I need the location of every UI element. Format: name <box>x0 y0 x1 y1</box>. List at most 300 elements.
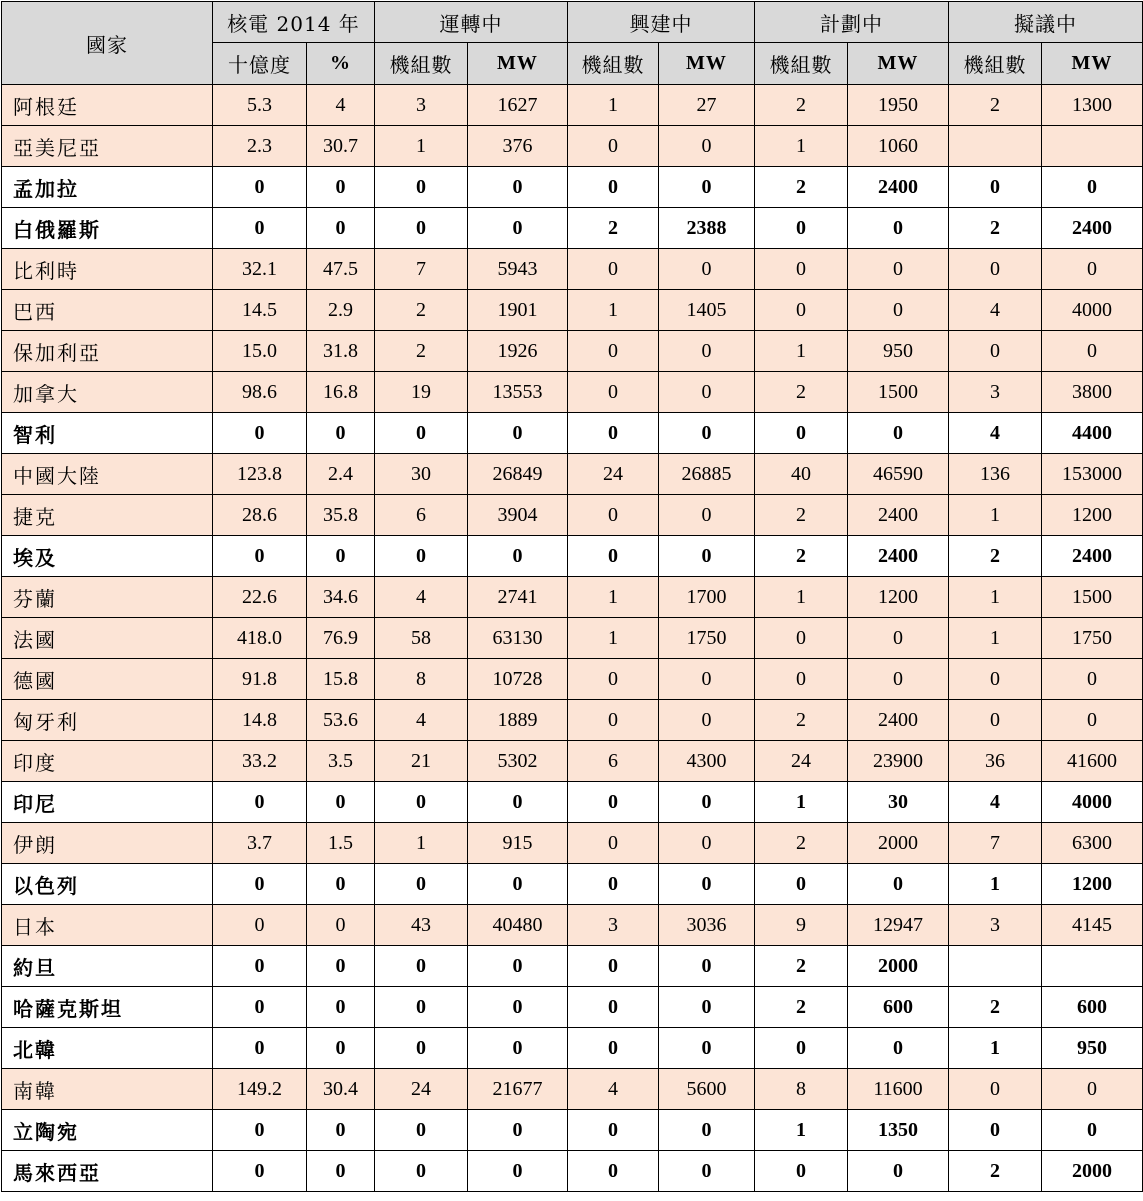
twh-cell: 418.0 <box>213 618 307 659</box>
twh-cell: 0 <box>213 1151 307 1192</box>
subheader-construction-mw: MW <box>659 43 755 85</box>
table-row <box>2 1151 1143 1192</box>
subheader-planned-mw: MW <box>848 43 949 85</box>
construction-mw-cell: 0 <box>659 331 755 372</box>
proposed-mw-cell: 0 <box>1042 659 1143 700</box>
percent-cell: 1.5 <box>307 823 375 864</box>
planned-units-cell: 0 <box>755 618 848 659</box>
proposed-mw-cell: 0 <box>1042 249 1143 290</box>
subheader-planned-units: 機組數 <box>755 43 848 85</box>
planned-units-cell: 0 <box>755 208 848 249</box>
construction-mw-cell: 0 <box>659 946 755 987</box>
twh-cell: 0 <box>213 1028 307 1069</box>
construction-units-cell: 1 <box>568 85 659 126</box>
construction-mw-cell: 0 <box>659 372 755 413</box>
construction-mw-cell: 0 <box>659 495 755 536</box>
subheader-twh: 十億度 <box>213 43 307 85</box>
twh-cell: 33.2 <box>213 741 307 782</box>
construction-mw-cell: 26885 <box>659 454 755 495</box>
proposed-mw-cell: 1300 <box>1042 85 1143 126</box>
country-cell: 日本 <box>2 905 213 946</box>
under-construction-header: 興建中 <box>568 2 755 43</box>
construction-units-cell: 0 <box>568 249 659 290</box>
country-cell: 伊朗 <box>2 823 213 864</box>
operating-units-cell: 0 <box>375 167 468 208</box>
construction-mw-cell: 4300 <box>659 741 755 782</box>
planned-mw-cell: 0 <box>848 618 949 659</box>
percent-cell: 0 <box>307 905 375 946</box>
operating-mw-cell: 915 <box>468 823 568 864</box>
twh-cell: 0 <box>213 905 307 946</box>
operating-mw-cell: 3904 <box>468 495 568 536</box>
construction-units-cell: 0 <box>568 782 659 823</box>
planned-mw-cell: 950 <box>848 331 949 372</box>
proposed-mw-cell: 0 <box>1042 167 1143 208</box>
country-cell: 芬蘭 <box>2 577 213 618</box>
operating-units-cell: 21 <box>375 741 468 782</box>
operating-mw-cell: 1889 <box>468 700 568 741</box>
percent-cell: 16.8 <box>307 372 375 413</box>
construction-mw-cell: 0 <box>659 536 755 577</box>
operating-units-cell: 1 <box>375 823 468 864</box>
country-cell: 埃及 <box>2 536 213 577</box>
operating-units-cell: 2 <box>375 331 468 372</box>
planned-mw-cell: 1200 <box>848 577 949 618</box>
operating-mw-cell: 26849 <box>468 454 568 495</box>
country-cell: 保加利亞 <box>2 331 213 372</box>
operating-units-cell: 4 <box>375 577 468 618</box>
planned-units-cell: 1 <box>755 577 848 618</box>
proposed-mw-cell: 0 <box>1042 1110 1143 1151</box>
planned-units-cell: 0 <box>755 1028 848 1069</box>
twh-cell: 22.6 <box>213 577 307 618</box>
construction-units-cell: 1 <box>568 618 659 659</box>
twh-cell: 5.3 <box>213 85 307 126</box>
proposed-mw-cell: 1200 <box>1042 864 1143 905</box>
proposed-mw-cell: 3800 <box>1042 372 1143 413</box>
planned-units-cell: 0 <box>755 864 848 905</box>
planned-mw-cell: 46590 <box>848 454 949 495</box>
table-body <box>2 85 1143 1192</box>
country-cell: 馬來西亞 <box>2 1151 213 1192</box>
planned-units-cell: 2 <box>755 536 848 577</box>
construction-units-cell: 3 <box>568 905 659 946</box>
proposed-mw-cell <box>1042 126 1143 167</box>
planned-mw-cell: 1060 <box>848 126 949 167</box>
proposed-mw-cell: 1200 <box>1042 495 1143 536</box>
operating-units-cell: 4 <box>375 700 468 741</box>
operating-header: 運轉中 <box>375 2 568 43</box>
proposed-units-cell: 0 <box>949 1069 1042 1110</box>
proposed-units-cell: 2 <box>949 536 1042 577</box>
table-row <box>2 249 1143 290</box>
twh-cell: 28.6 <box>213 495 307 536</box>
construction-mw-cell: 0 <box>659 864 755 905</box>
operating-mw-cell: 0 <box>468 1151 568 1192</box>
construction-units-cell: 24 <box>568 454 659 495</box>
table-row <box>2 700 1143 741</box>
country-cell: 中國大陸 <box>2 454 213 495</box>
twh-cell: 91.8 <box>213 659 307 700</box>
planned-mw-cell: 2400 <box>848 536 949 577</box>
construction-mw-cell: 1405 <box>659 290 755 331</box>
proposed-mw-cell: 950 <box>1042 1028 1143 1069</box>
proposed-units-cell: 0 <box>949 249 1042 290</box>
planned-units-cell: 40 <box>755 454 848 495</box>
planned-mw-cell: 2000 <box>848 946 949 987</box>
proposed-units-cell: 2 <box>949 1151 1042 1192</box>
proposed-header: 擬議中 <box>949 2 1143 43</box>
operating-units-cell: 0 <box>375 536 468 577</box>
country-cell: 孟加拉 <box>2 167 213 208</box>
operating-units-cell: 24 <box>375 1069 468 1110</box>
proposed-units-cell: 3 <box>949 905 1042 946</box>
planned-units-cell: 2 <box>755 946 848 987</box>
construction-mw-cell: 0 <box>659 659 755 700</box>
operating-mw-cell: 1901 <box>468 290 568 331</box>
construction-mw-cell: 0 <box>659 413 755 454</box>
operating-mw-cell: 5943 <box>468 249 568 290</box>
country-cell: 德國 <box>2 659 213 700</box>
construction-mw-cell: 5600 <box>659 1069 755 1110</box>
proposed-units-cell: 4 <box>949 290 1042 331</box>
planned-mw-cell: 1350 <box>848 1110 949 1151</box>
operating-mw-cell: 5302 <box>468 741 568 782</box>
construction-units-cell: 0 <box>568 372 659 413</box>
proposed-units-cell: 2 <box>949 85 1042 126</box>
operating-units-cell: 0 <box>375 782 468 823</box>
percent-cell: 15.8 <box>307 659 375 700</box>
country-cell: 法國 <box>2 618 213 659</box>
construction-units-cell: 0 <box>568 659 659 700</box>
percent-cell: 53.6 <box>307 700 375 741</box>
country-cell: 加拿大 <box>2 372 213 413</box>
country-cell: 以色列 <box>2 864 213 905</box>
proposed-mw-cell: 4400 <box>1042 413 1143 454</box>
twh-cell: 149.2 <box>213 1069 307 1110</box>
proposed-mw-cell: 2400 <box>1042 536 1143 577</box>
proposed-mw-cell: 2400 <box>1042 208 1143 249</box>
operating-mw-cell: 0 <box>468 208 568 249</box>
construction-units-cell: 0 <box>568 1028 659 1069</box>
construction-mw-cell: 0 <box>659 987 755 1028</box>
table-row <box>2 413 1143 454</box>
percent-cell: 0 <box>307 864 375 905</box>
planned-mw-cell: 2400 <box>848 167 949 208</box>
construction-mw-cell: 1700 <box>659 577 755 618</box>
table-row <box>2 126 1143 167</box>
proposed-units-cell: 1 <box>949 577 1042 618</box>
table-row <box>2 536 1143 577</box>
operating-units-cell: 0 <box>375 1151 468 1192</box>
construction-units-cell: 0 <box>568 864 659 905</box>
planned-header: 計劃中 <box>755 2 949 43</box>
construction-units-cell: 0 <box>568 495 659 536</box>
percent-cell: 0 <box>307 946 375 987</box>
operating-units-cell: 19 <box>375 372 468 413</box>
country-cell: 阿根廷 <box>2 85 213 126</box>
planned-units-cell: 0 <box>755 659 848 700</box>
twh-cell: 0 <box>213 208 307 249</box>
operating-mw-cell: 2741 <box>468 577 568 618</box>
proposed-units-cell: 0 <box>949 331 1042 372</box>
construction-units-cell: 6 <box>568 741 659 782</box>
operating-mw-cell: 0 <box>468 946 568 987</box>
planned-units-cell: 8 <box>755 1069 848 1110</box>
table-row <box>2 946 1143 987</box>
twh-cell: 123.8 <box>213 454 307 495</box>
country-cell: 立陶宛 <box>2 1110 213 1151</box>
operating-mw-cell: 0 <box>468 1028 568 1069</box>
percent-cell: 0 <box>307 413 375 454</box>
planned-mw-cell: 2000 <box>848 823 949 864</box>
proposed-mw-cell: 0 <box>1042 700 1143 741</box>
operating-mw-cell: 10728 <box>468 659 568 700</box>
percent-cell: 0 <box>307 1110 375 1151</box>
twh-cell: 0 <box>213 536 307 577</box>
twh-cell: 3.7 <box>213 823 307 864</box>
planned-mw-cell: 12947 <box>848 905 949 946</box>
planned-mw-cell: 0 <box>848 864 949 905</box>
planned-units-cell: 2 <box>755 823 848 864</box>
construction-mw-cell: 3036 <box>659 905 755 946</box>
proposed-units-cell: 2 <box>949 987 1042 1028</box>
planned-units-cell: 1 <box>755 1110 848 1151</box>
planned-mw-cell: 23900 <box>848 741 949 782</box>
construction-mw-cell: 0 <box>659 700 755 741</box>
table-row <box>2 85 1143 126</box>
construction-units-cell: 0 <box>568 823 659 864</box>
construction-mw-cell: 0 <box>659 1151 755 1192</box>
proposed-mw-cell: 4000 <box>1042 782 1143 823</box>
table-row <box>2 167 1143 208</box>
proposed-units-cell: 0 <box>949 167 1042 208</box>
twh-cell: 0 <box>213 1110 307 1151</box>
proposed-units-cell: 1 <box>949 864 1042 905</box>
percent-cell: 0 <box>307 167 375 208</box>
twh-cell: 98.6 <box>213 372 307 413</box>
table-row <box>2 208 1143 249</box>
construction-units-cell: 2 <box>568 208 659 249</box>
twh-cell: 15.0 <box>213 331 307 372</box>
construction-mw-cell: 27 <box>659 85 755 126</box>
twh-cell: 32.1 <box>213 249 307 290</box>
operating-mw-cell: 376 <box>468 126 568 167</box>
country-cell: 智利 <box>2 413 213 454</box>
proposed-mw-cell: 1500 <box>1042 577 1143 618</box>
subheader-operating-mw: MW <box>468 43 568 85</box>
table-row <box>2 618 1143 659</box>
proposed-units-cell <box>949 126 1042 167</box>
operating-mw-cell: 1627 <box>468 85 568 126</box>
construction-mw-cell: 0 <box>659 823 755 864</box>
operating-mw-cell: 21677 <box>468 1069 568 1110</box>
proposed-units-cell: 0 <box>949 700 1042 741</box>
percent-cell: 2.9 <box>307 290 375 331</box>
operating-mw-cell: 1926 <box>468 331 568 372</box>
planned-units-cell: 0 <box>755 1151 848 1192</box>
construction-units-cell: 0 <box>568 331 659 372</box>
operating-units-cell: 58 <box>375 618 468 659</box>
operating-mw-cell: 0 <box>468 987 568 1028</box>
planned-units-cell: 9 <box>755 905 848 946</box>
table-row <box>2 1028 1143 1069</box>
construction-units-cell: 0 <box>568 1151 659 1192</box>
planned-units-cell: 2 <box>755 700 848 741</box>
table-row <box>2 1069 1143 1110</box>
subheader-operating-units: 機組數 <box>375 43 468 85</box>
planned-mw-cell: 600 <box>848 987 949 1028</box>
twh-cell: 0 <box>213 987 307 1028</box>
construction-units-cell: 0 <box>568 536 659 577</box>
percent-cell: 76.9 <box>307 618 375 659</box>
operating-units-cell: 1 <box>375 126 468 167</box>
table-header <box>2 2 1143 85</box>
planned-units-cell: 0 <box>755 413 848 454</box>
table-row <box>2 577 1143 618</box>
generation-2014-header: 核電 2014 年 <box>213 2 375 43</box>
percent-cell: 0 <box>307 536 375 577</box>
operating-units-cell: 0 <box>375 1028 468 1069</box>
table-row <box>2 1110 1143 1151</box>
percent-cell: 0 <box>307 208 375 249</box>
twh-cell: 2.3 <box>213 126 307 167</box>
construction-units-cell: 0 <box>568 413 659 454</box>
construction-units-cell: 0 <box>568 946 659 987</box>
construction-units-cell: 4 <box>568 1069 659 1110</box>
percent-cell: 3.5 <box>307 741 375 782</box>
construction-mw-cell: 0 <box>659 167 755 208</box>
proposed-units-cell: 7 <box>949 823 1042 864</box>
construction-mw-cell: 2388 <box>659 208 755 249</box>
table-row <box>2 741 1143 782</box>
table-row <box>2 864 1143 905</box>
construction-mw-cell: 0 <box>659 1110 755 1151</box>
operating-units-cell: 6 <box>375 495 468 536</box>
operating-units-cell: 0 <box>375 864 468 905</box>
percent-cell: 47.5 <box>307 249 375 290</box>
operating-mw-cell: 40480 <box>468 905 568 946</box>
operating-units-cell: 7 <box>375 249 468 290</box>
construction-mw-cell: 0 <box>659 126 755 167</box>
construction-units-cell: 0 <box>568 126 659 167</box>
operating-units-cell: 0 <box>375 208 468 249</box>
construction-units-cell: 0 <box>568 1110 659 1151</box>
construction-units-cell: 1 <box>568 577 659 618</box>
construction-units-cell: 0 <box>568 167 659 208</box>
proposed-mw-cell: 4000 <box>1042 290 1143 331</box>
twh-cell: 14.8 <box>213 700 307 741</box>
proposed-units-cell: 36 <box>949 741 1042 782</box>
proposed-units-cell <box>949 946 1042 987</box>
twh-cell: 0 <box>213 413 307 454</box>
proposed-units-cell: 1 <box>949 495 1042 536</box>
table-row <box>2 331 1143 372</box>
planned-mw-cell: 2400 <box>848 495 949 536</box>
country-column-header: 國家 <box>2 2 213 85</box>
operating-units-cell: 0 <box>375 413 468 454</box>
proposed-units-cell: 1 <box>949 618 1042 659</box>
table-row <box>2 659 1143 700</box>
planned-mw-cell: 11600 <box>848 1069 949 1110</box>
proposed-units-cell: 2 <box>949 208 1042 249</box>
country-cell: 南韓 <box>2 1069 213 1110</box>
proposed-units-cell: 4 <box>949 782 1042 823</box>
twh-cell: 0 <box>213 864 307 905</box>
percent-cell: 30.7 <box>307 126 375 167</box>
proposed-mw-cell: 41600 <box>1042 741 1143 782</box>
planned-mw-cell: 30 <box>848 782 949 823</box>
operating-units-cell: 0 <box>375 1110 468 1151</box>
planned-units-cell: 24 <box>755 741 848 782</box>
planned-units-cell: 2 <box>755 372 848 413</box>
twh-cell: 14.5 <box>213 290 307 331</box>
planned-mw-cell: 0 <box>848 413 949 454</box>
operating-mw-cell: 0 <box>468 167 568 208</box>
operating-mw-cell: 0 <box>468 782 568 823</box>
proposed-mw-cell: 0 <box>1042 1069 1143 1110</box>
country-cell: 印度 <box>2 741 213 782</box>
country-cell: 白俄羅斯 <box>2 208 213 249</box>
country-cell: 捷克 <box>2 495 213 536</box>
proposed-units-cell: 0 <box>949 1110 1042 1151</box>
country-cell: 印尼 <box>2 782 213 823</box>
percent-cell: 0 <box>307 1028 375 1069</box>
planned-units-cell: 0 <box>755 249 848 290</box>
operating-units-cell: 30 <box>375 454 468 495</box>
planned-mw-cell: 1950 <box>848 85 949 126</box>
table-row <box>2 454 1143 495</box>
planned-mw-cell: 0 <box>848 1151 949 1192</box>
operating-units-cell: 8 <box>375 659 468 700</box>
planned-units-cell: 2 <box>755 987 848 1028</box>
planned-mw-cell: 2400 <box>848 700 949 741</box>
operating-units-cell: 43 <box>375 905 468 946</box>
country-cell: 北韓 <box>2 1028 213 1069</box>
planned-mw-cell: 0 <box>848 290 949 331</box>
planned-mw-cell: 1500 <box>848 372 949 413</box>
percent-cell: 0 <box>307 987 375 1028</box>
percent-cell: 30.4 <box>307 1069 375 1110</box>
operating-units-cell: 0 <box>375 946 468 987</box>
country-cell: 亞美尼亞 <box>2 126 213 167</box>
twh-cell: 0 <box>213 167 307 208</box>
operating-mw-cell: 63130 <box>468 618 568 659</box>
planned-mw-cell: 0 <box>848 208 949 249</box>
planned-mw-cell: 0 <box>848 1028 949 1069</box>
operating-mw-cell: 0 <box>468 1110 568 1151</box>
subheader-percent: % <box>307 43 375 85</box>
construction-mw-cell: 0 <box>659 782 755 823</box>
planned-units-cell: 1 <box>755 126 848 167</box>
construction-mw-cell: 0 <box>659 249 755 290</box>
proposed-units-cell: 3 <box>949 372 1042 413</box>
operating-units-cell: 0 <box>375 987 468 1028</box>
construction-mw-cell: 0 <box>659 1028 755 1069</box>
percent-cell: 31.8 <box>307 331 375 372</box>
country-cell: 巴西 <box>2 290 213 331</box>
percent-cell: 0 <box>307 782 375 823</box>
planned-mw-cell: 0 <box>848 249 949 290</box>
twh-cell: 0 <box>213 946 307 987</box>
country-cell: 約旦 <box>2 946 213 987</box>
percent-cell: 0 <box>307 1151 375 1192</box>
planned-units-cell: 0 <box>755 290 848 331</box>
table-row <box>2 372 1143 413</box>
construction-units-cell: 0 <box>568 700 659 741</box>
operating-mw-cell: 0 <box>468 413 568 454</box>
proposed-mw-cell: 600 <box>1042 987 1143 1028</box>
